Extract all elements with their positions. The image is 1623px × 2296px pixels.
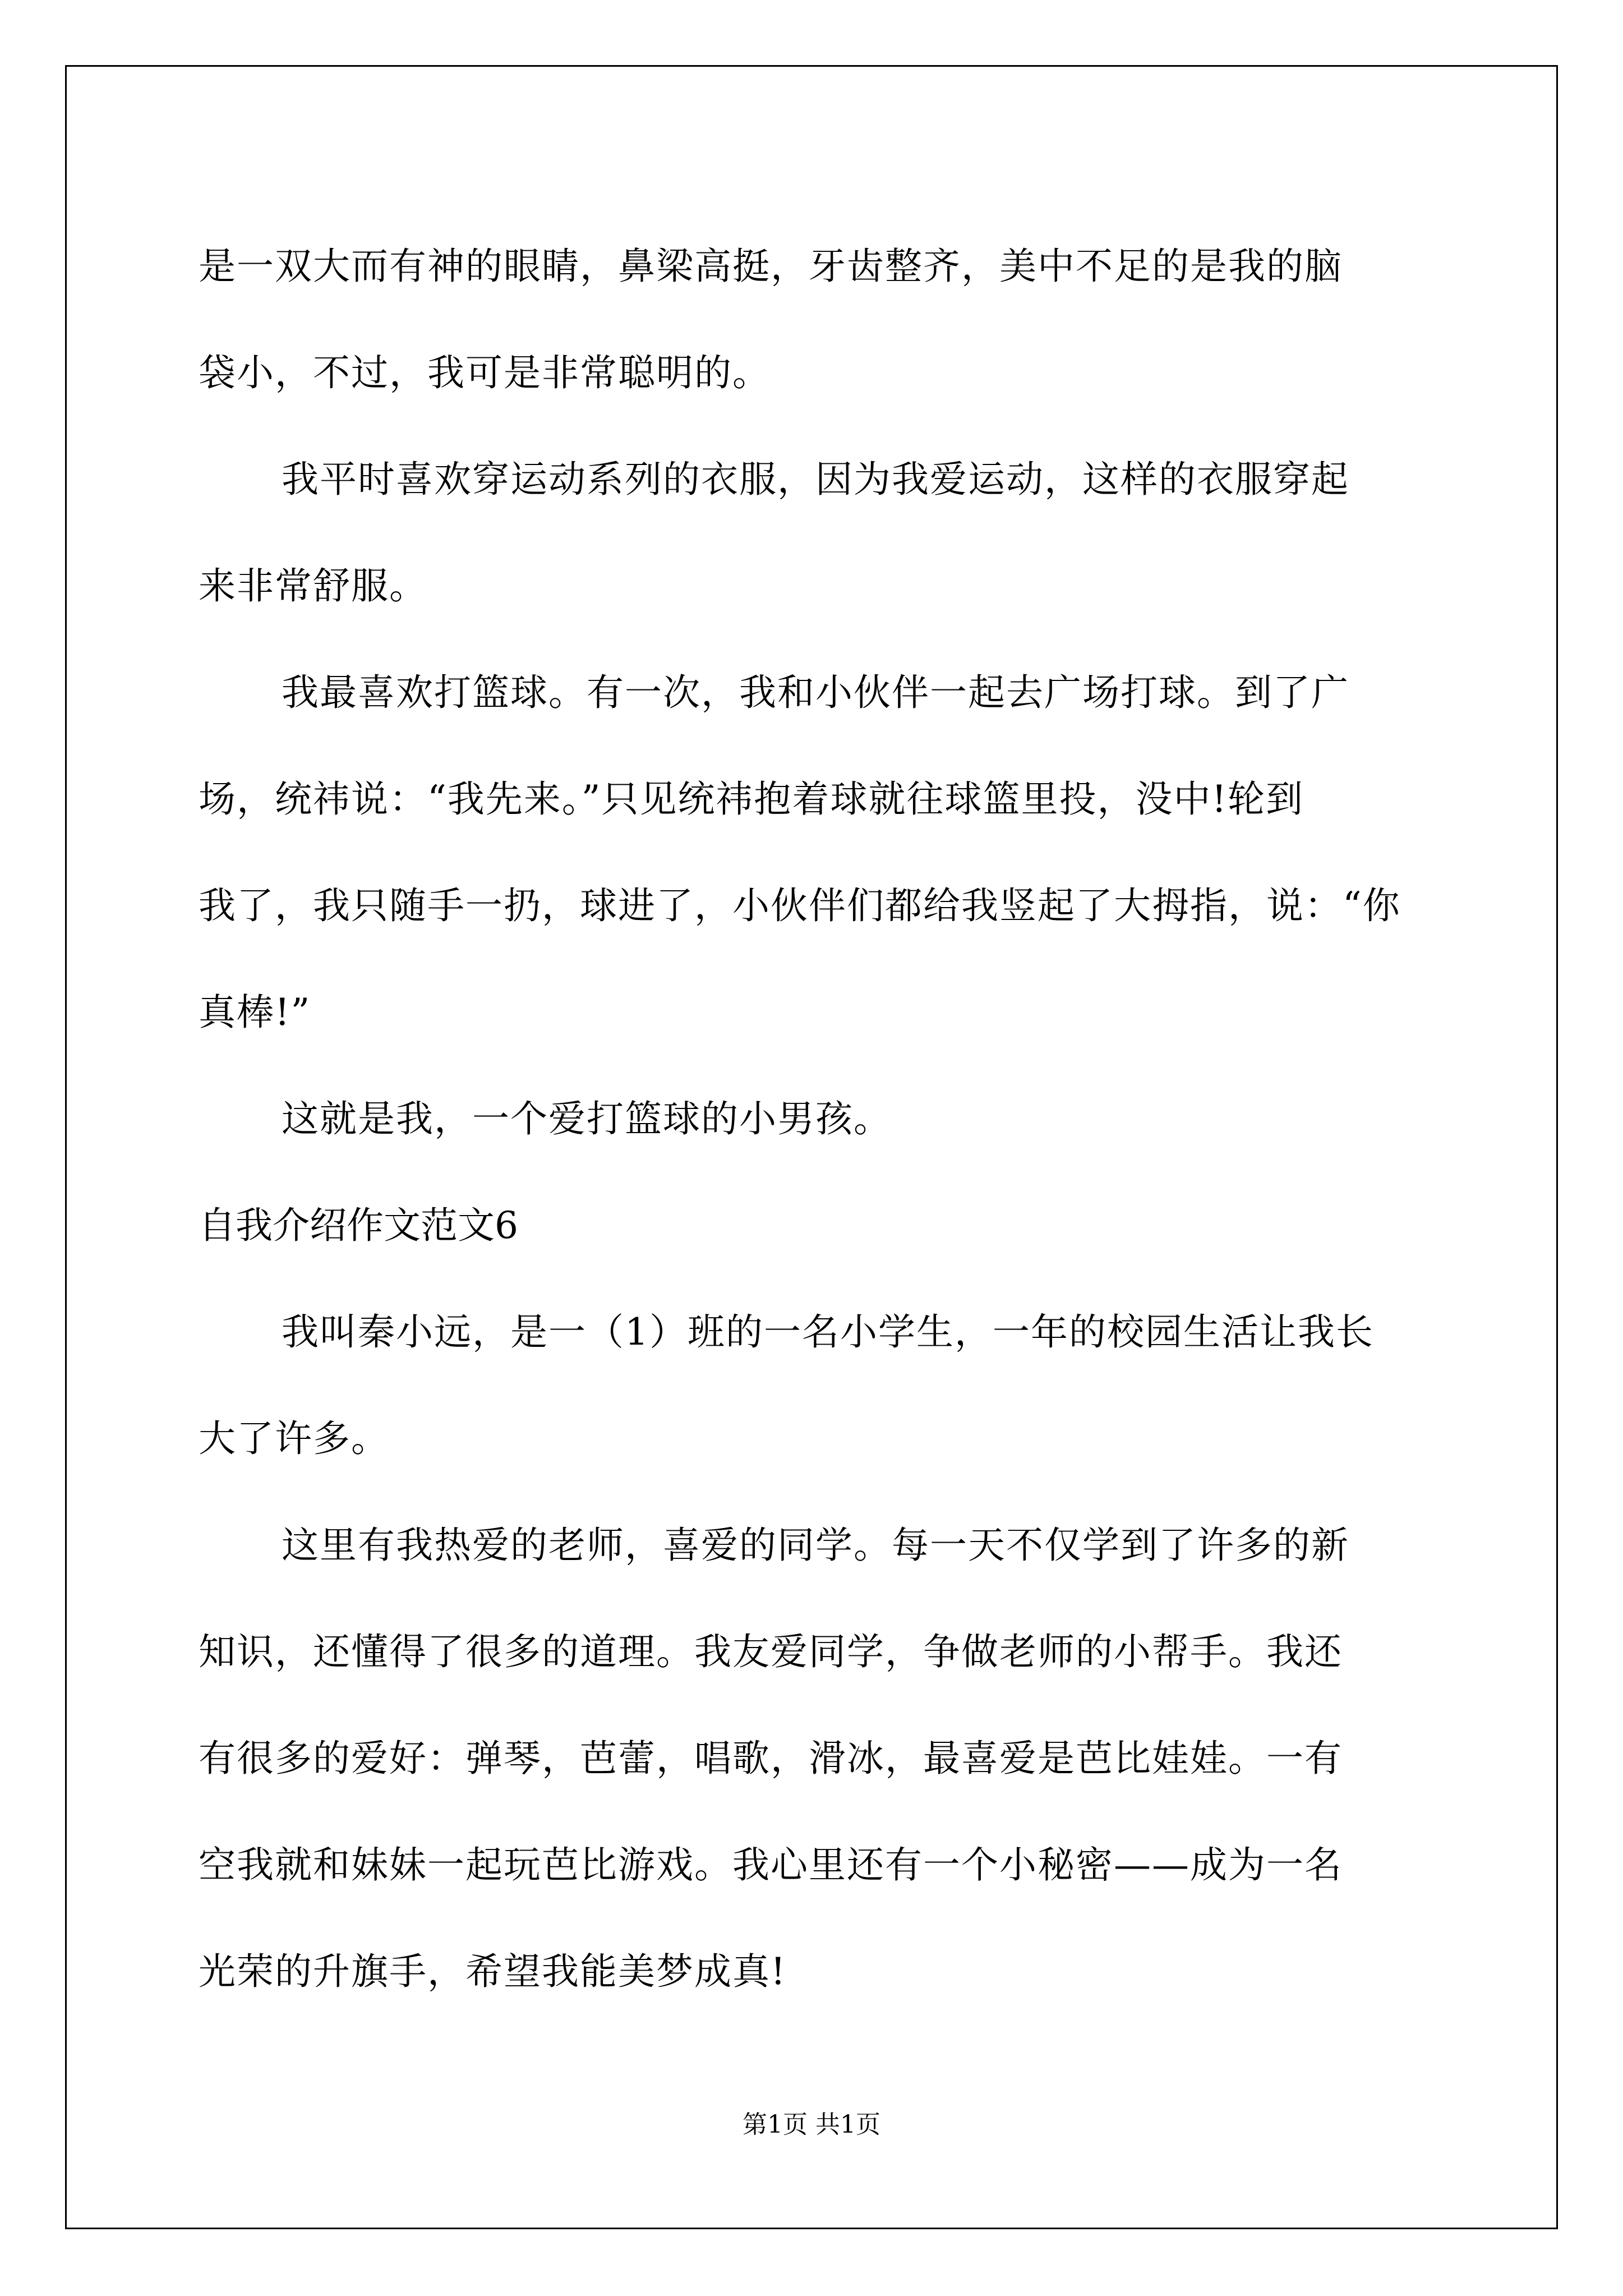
text-line: 我了，我只随手一扔，球进了，小伙伴们都给我竖起了大拇指，说：“你: [199, 884, 1401, 927]
paragraph-1: [199, 213, 1432, 426]
text-line: 场，统祎说：“我先来。”只见统祎抱着球就往球篮里投，没中!轮到: [199, 777, 1304, 821]
text-line: 是一双大而有神的眼睛，鼻梁高挺，牙齿整齐，美中不足的是我的脑: [199, 245, 1343, 288]
paragraph-2: [199, 426, 1432, 639]
text-line: 我叫秦小远，是一（1）班的一名小学生，一年的校园生活让我长: [282, 1310, 1374, 1354]
paragraph-6: [199, 1492, 1432, 2025]
text-line: 知识，还懂得了很多的道理。我友爱同学，争做老师的小帮手。我还: [199, 1630, 1343, 1673]
page-footer: 第1页 共1页: [743, 2110, 880, 2139]
paragraph-5: [199, 1279, 1432, 1492]
text-line: 这就是我，一个爱打篮球的小男孩。: [282, 1097, 892, 1140]
text-line: 来非常舒服。: [199, 564, 427, 608]
section-heading: 自我介绍作文范文6: [199, 1204, 518, 1247]
text-line: 空我就和妹妹一起玩芭比游戏。我心里还有一个小秘密——成为一名: [199, 1843, 1343, 1887]
text-line: 我最喜欢打篮球。有一次，我和小伙伴一起去广场打球。到了广: [282, 671, 1349, 714]
text-line: 我平时喜欢穿运动系列的衣服，因为我爱运动，这样的衣服穿起: [282, 458, 1349, 501]
text-line: 这里有我热爱的老师，喜爱的同学。每一天不仅学到了许多的新: [282, 1524, 1349, 1567]
paragraph-4: [199, 1066, 1432, 1172]
document-body: [199, 213, 1432, 2025]
text-line: 光荣的升旗手，希望我能美梦成真!: [199, 1950, 787, 1993]
paragraph-3: [199, 639, 1432, 1066]
text-line: 有很多的爱好：弹琴，芭蕾，唱歌，滑冰，最喜爱是芭比娃娃。一有: [199, 1737, 1343, 1780]
text-line: 真棒!”: [199, 991, 311, 1034]
text-line: 袋小，不过，我可是非常聪明的。: [199, 351, 771, 394]
text-line: 大了许多。: [199, 1417, 389, 1460]
